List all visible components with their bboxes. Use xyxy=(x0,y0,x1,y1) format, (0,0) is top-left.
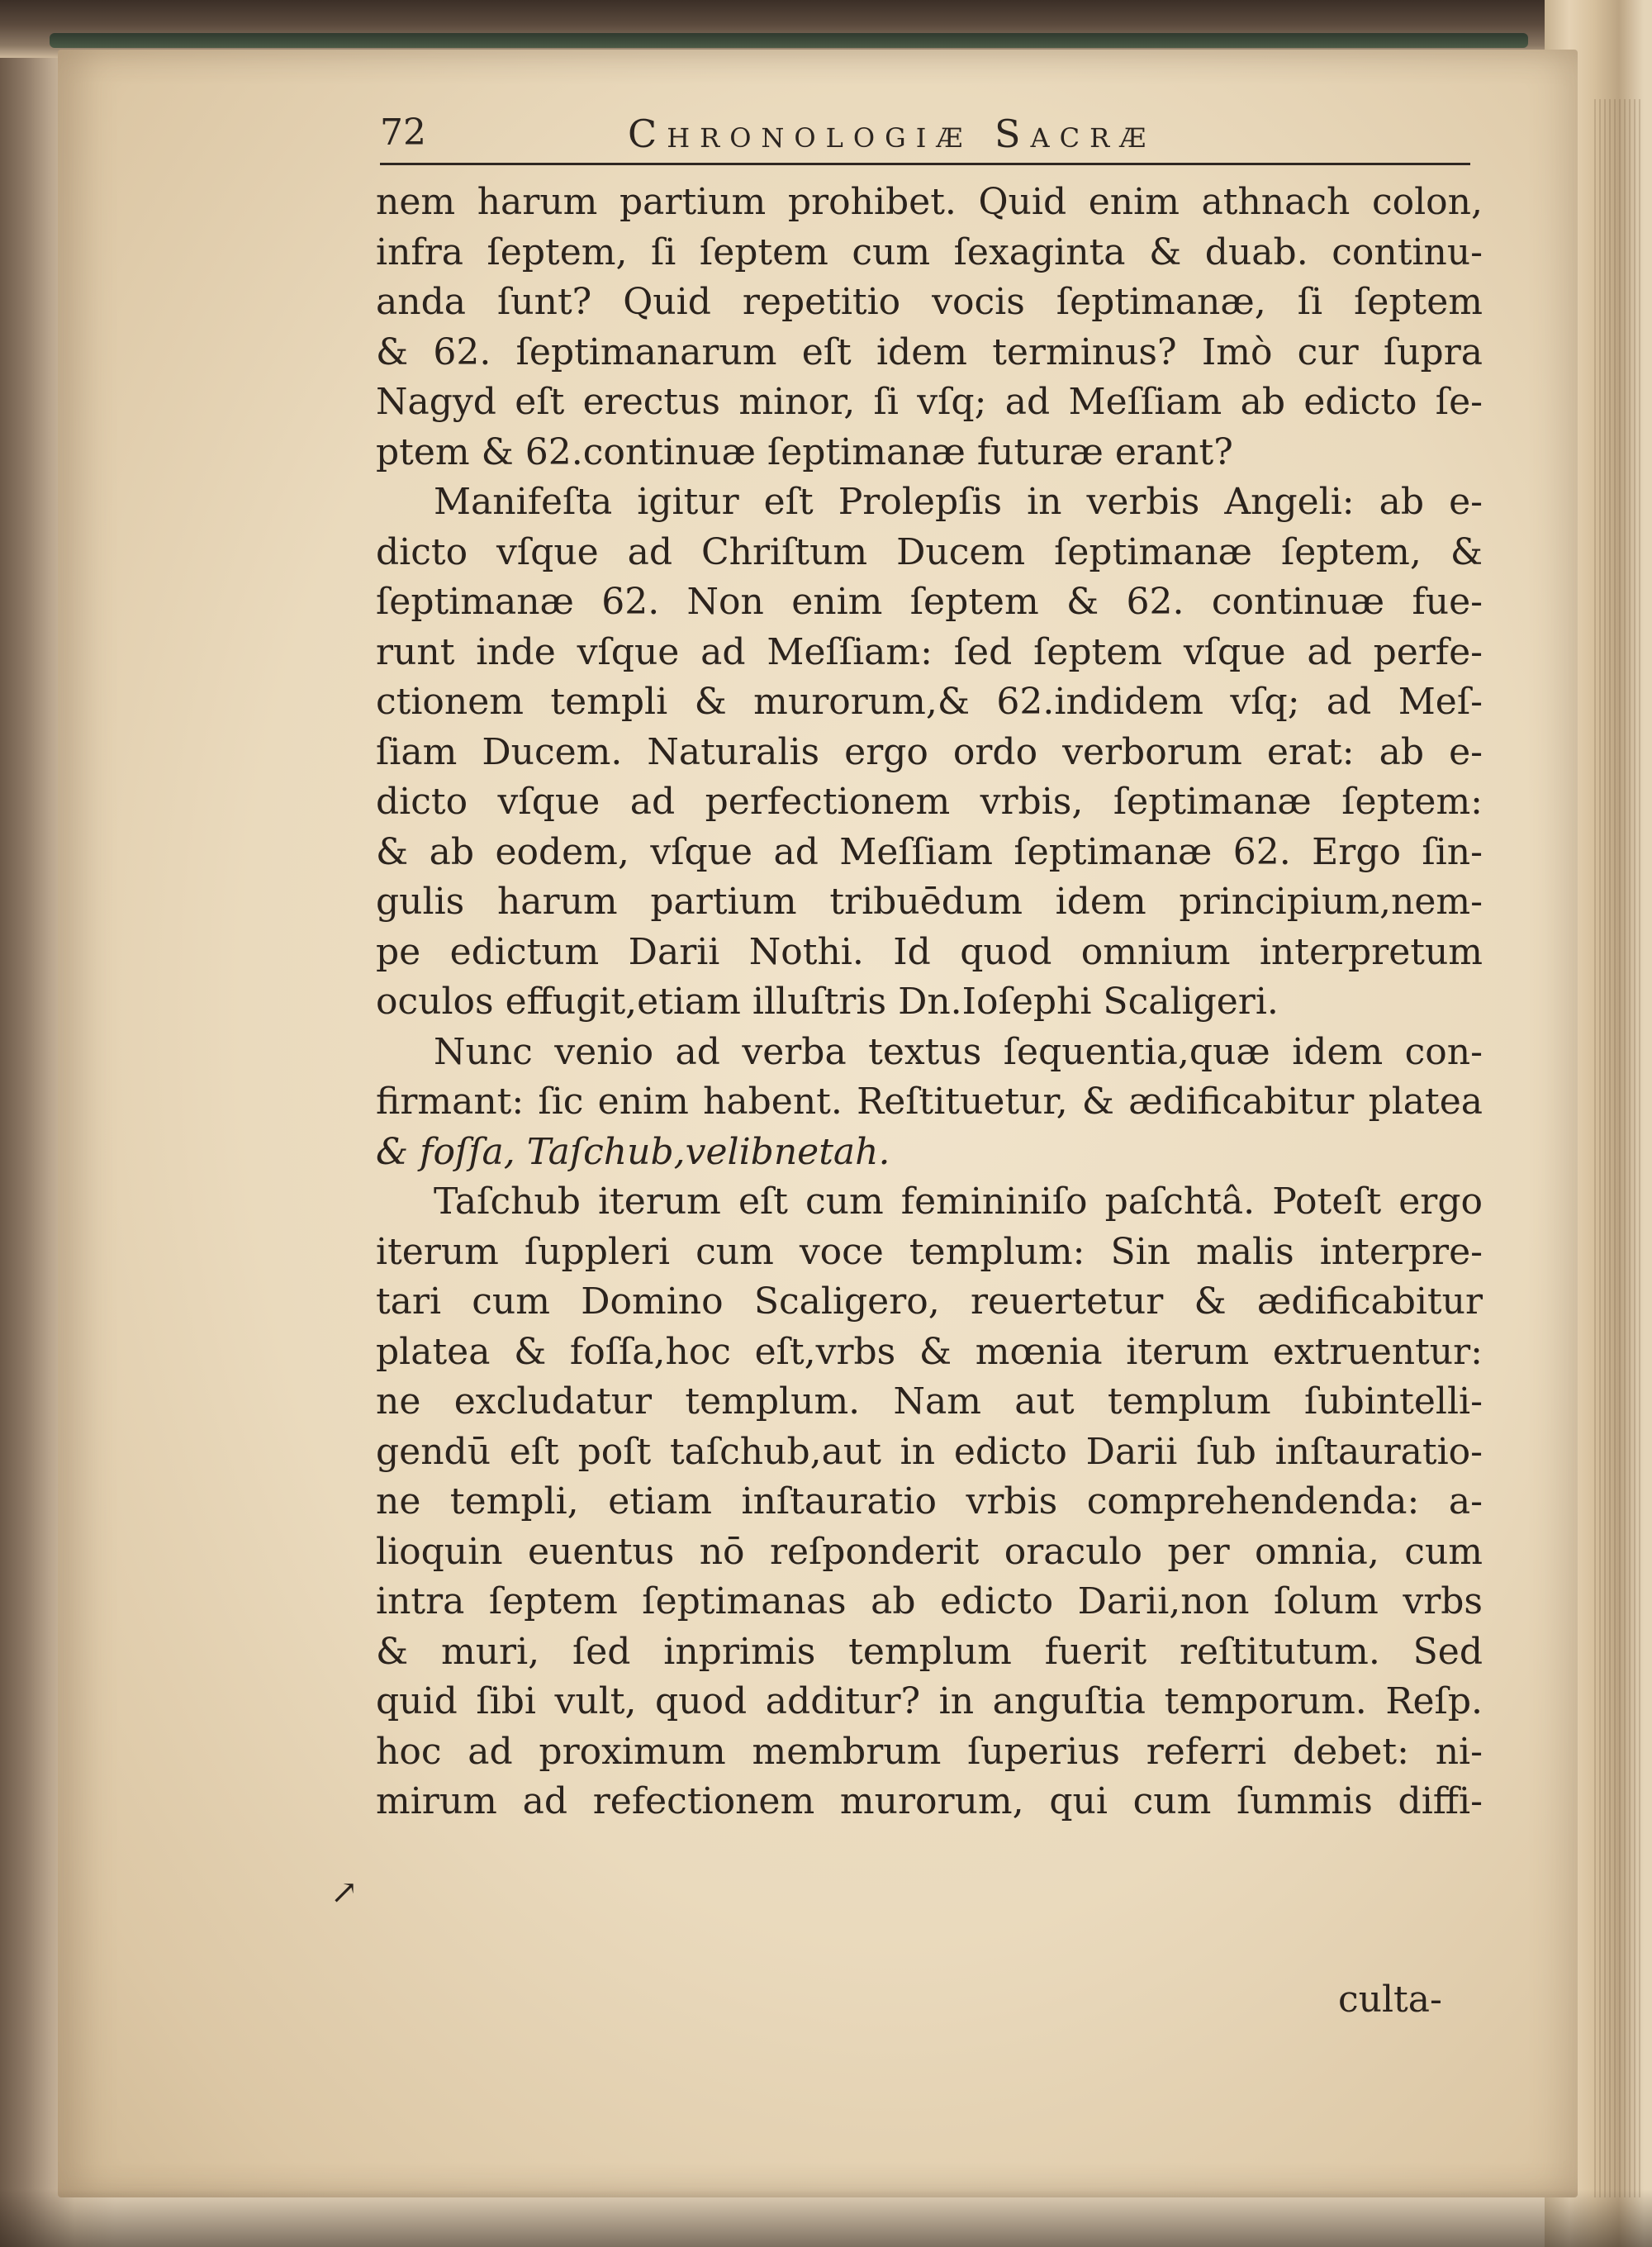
page-header xyxy=(380,112,1470,169)
text-line: dicto vſque ad perfectionem vrbis, ſeptimanæ ſeptem: xyxy=(376,781,1483,823)
text-line: nem harum partium prohibet. Quid enim athnach colon, xyxy=(376,181,1483,223)
text-line: & muri, ſed inprimis templum fuerit reſtitutum. Sed xyxy=(376,1630,1483,1673)
text-line: lioquin euentus nō reſponderit oraculo per omnia, cum xyxy=(376,1530,1483,1573)
text-line: & foſſa, Taſchub,velibnetah. xyxy=(376,1130,890,1173)
text-line: mirum ad refectionem murorum, qui cum ſummis diffi- xyxy=(376,1780,1483,1822)
text-line: & 62. ſeptimanarum eſt idem terminus? Imò cur ſupra xyxy=(376,330,1483,373)
text-line: oculos effugit,etiam illuſtris Dn.Ioſephi Scaligeri. xyxy=(376,981,1279,1023)
text-line: ne templi, etiam inſtauratio vrbis comprehendenda: a- xyxy=(376,1480,1483,1523)
book-bottom-shadow xyxy=(0,2189,1652,2247)
text-line: Nagyd eſt erectus minor, ſi vſq; ad Meſſiam ab edicto ſe- xyxy=(376,381,1483,423)
text-line: Manifeſta igitur eſt Prolepſis in verbis Angeli: ab e- xyxy=(434,481,1483,523)
margin-hand-mark: ↗ xyxy=(330,1874,358,1912)
text-line: hoc ad proximum membrum ſuperius referri debet: ni- xyxy=(376,1730,1483,1773)
text-line: ſeptimanæ 62. Non enim ſeptem & 62. continuæ fue- xyxy=(376,581,1483,623)
text-line: infra ſeptem, ſi ſeptem cum ſexaginta & duab. continu- xyxy=(376,230,1483,273)
text-line: Taſchub iterum eſt cum femininiſo paſchtâ. Poteſt ergo xyxy=(434,1181,1483,1223)
running-title: Chronologiæ Sacræ xyxy=(628,112,1156,156)
text-line: platea & foſſa,hoc eſt,vrbs & mœnia iterum extruentur: xyxy=(376,1330,1483,1373)
header-rule xyxy=(380,163,1470,165)
text-line: anda ſunt? Quid repetitio vocis ſeptimanæ, ſi ſeptem xyxy=(376,281,1483,323)
text-line: gendū eſt poſt taſchub,aut in edicto Darii ſub inſtauratio- xyxy=(376,1430,1483,1473)
catchword: culta- xyxy=(1338,1979,1442,2021)
text-line: tari cum Domino Scaligero, reuertetur & ædificabitur xyxy=(376,1280,1483,1323)
text-line: dicto vſque ad Chriſtum Ducem ſeptimanæ ſeptem, & xyxy=(376,530,1483,573)
page-stack-lines xyxy=(1594,99,1644,2197)
text-line: firmant: ſic enim habent. Reſtituetur, & ædificabitur platea xyxy=(376,1081,1483,1123)
binding-strip xyxy=(50,33,1528,48)
text-line: iterum ſuppleri cum voce templum: Sin malis interpre- xyxy=(376,1230,1483,1273)
text-line: ctionem templi & murorum,& 62.indidem vſq; ad Meſ- xyxy=(376,681,1483,723)
text-line: pe edictum Darii Nothi. Id quod omnium interpretum xyxy=(376,930,1483,973)
text-line: ptem & 62.continuæ ſeptimanæ futuræ erant? xyxy=(376,430,1233,473)
text-line: gulis harum partium tribuēdum idem principium,nem- xyxy=(376,881,1483,923)
text-line: Nunc venio ad verba textus ſequentia,quæ idem con- xyxy=(434,1030,1483,1073)
text-line: runt inde vſque ad Meſſiam: ſed ſeptem vſque ad perfe- xyxy=(376,630,1483,673)
text-line: quid ſibi vult, quod additur? in anguſtia temporum. Reſp. xyxy=(376,1680,1483,1722)
text-line: ſiam Ducem. Naturalis ergo ordo verborum erat: ab e- xyxy=(376,730,1483,773)
body-text xyxy=(376,178,1483,1827)
text-line: & ab eodem, vſque ad Meſſiam ſeptimanæ 62. Ergo ſin- xyxy=(376,830,1483,873)
page-number: 72 xyxy=(380,112,426,154)
text-line: intra ſeptem ſeptimanas ab edicto Darii,non ſolum vrbs xyxy=(376,1580,1483,1622)
text-line: ne excludatur templum. Nam aut templum ſubintelli- xyxy=(376,1380,1483,1423)
